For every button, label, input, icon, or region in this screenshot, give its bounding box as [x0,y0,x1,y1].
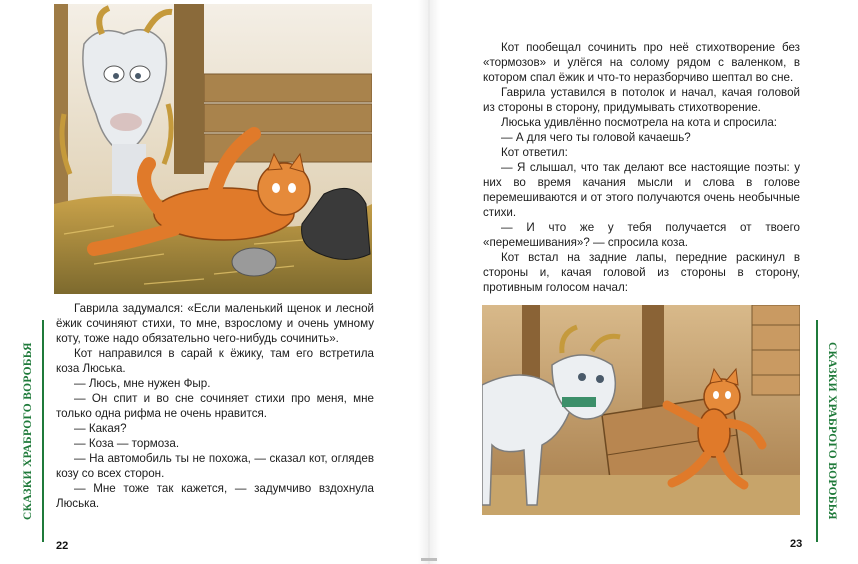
page-number-left: 22 [56,540,69,552]
cat-and-goat-image [54,4,372,294]
paragraph: — А для чего ты головой качаешь? [501,131,691,144]
paragraph: — Коза — тормоза. [74,437,180,450]
paragraph: — Люсь, мне нужен Фыр. [74,377,211,390]
paragraph: — Он спит и во сне сочиняет стихи про меня, мне только одна рифма не очень нравится. [56,392,374,420]
right-series-banner [816,320,838,542]
book-gutter [418,0,440,564]
series-title: СКАЗКИ ХРАБРОГО ВОРОБЬЯ [826,342,838,520]
right-page-text [483,40,800,295]
gutter-mark [421,558,437,561]
cat-standing-before-goat-illustration [482,305,800,515]
paragraph: — Я слышал, что так делают все настоящие поэты: у них во время качания мысли и слова в голове перемешиваются и от этого получаются очень необычные стихи. [483,161,800,219]
paragraph: — И что же у тебя получается от твоего «перемешивания»? — спросила коза. [483,221,800,249]
left-series-banner [22,320,44,542]
paragraph: — На автомобиль ты не похожа, — сказал кот, оглядев козу со всех сторон. [56,452,374,480]
left-page-text [56,301,374,511]
cat-lying-on-straw-illustration [54,4,372,294]
cat-and-goat-barn-image [482,305,800,515]
page-number-right: 23 [790,538,803,550]
paragraph: Кот встал на задние лапы, передние раскинул в стороны и, качая головой из стороны в сторону, противным голосом начал: [483,251,800,294]
paragraph: Гаврила задумался: «Если маленький щенок и лесной ёжик сочиняют стихи, то мне, взрослому и очень умному коту, тоже надо обязательно чего-нибудь сочинить». [56,302,374,345]
paragraph: Кот направился в сарай к ёжику, там его встретила коза Люська. [56,347,374,375]
series-title: СКАЗКИ ХРАБРОГО ВОРОБЬЯ [22,342,34,520]
paragraph: — Какая? [74,422,127,435]
paragraph: Люська удивлённо посмотрела на кота и спросила: [501,116,778,129]
paragraph: Гаврила уставился в потолок и начал, качая головой из стороны в сторону, придумывать стихотворение. [483,86,800,114]
paragraph: Кот пообещал сочинить про неё стихотворение без «тормозов» и улёгся на солому рядом с валенком, в котором спал ёжик и что-то неразборчиво шептал во сне. [483,41,800,84]
paragraph: Кот ответил: [501,146,568,159]
paragraph: — Мне тоже так кажется, — задумчиво вздохнула Люська. [56,482,374,510]
